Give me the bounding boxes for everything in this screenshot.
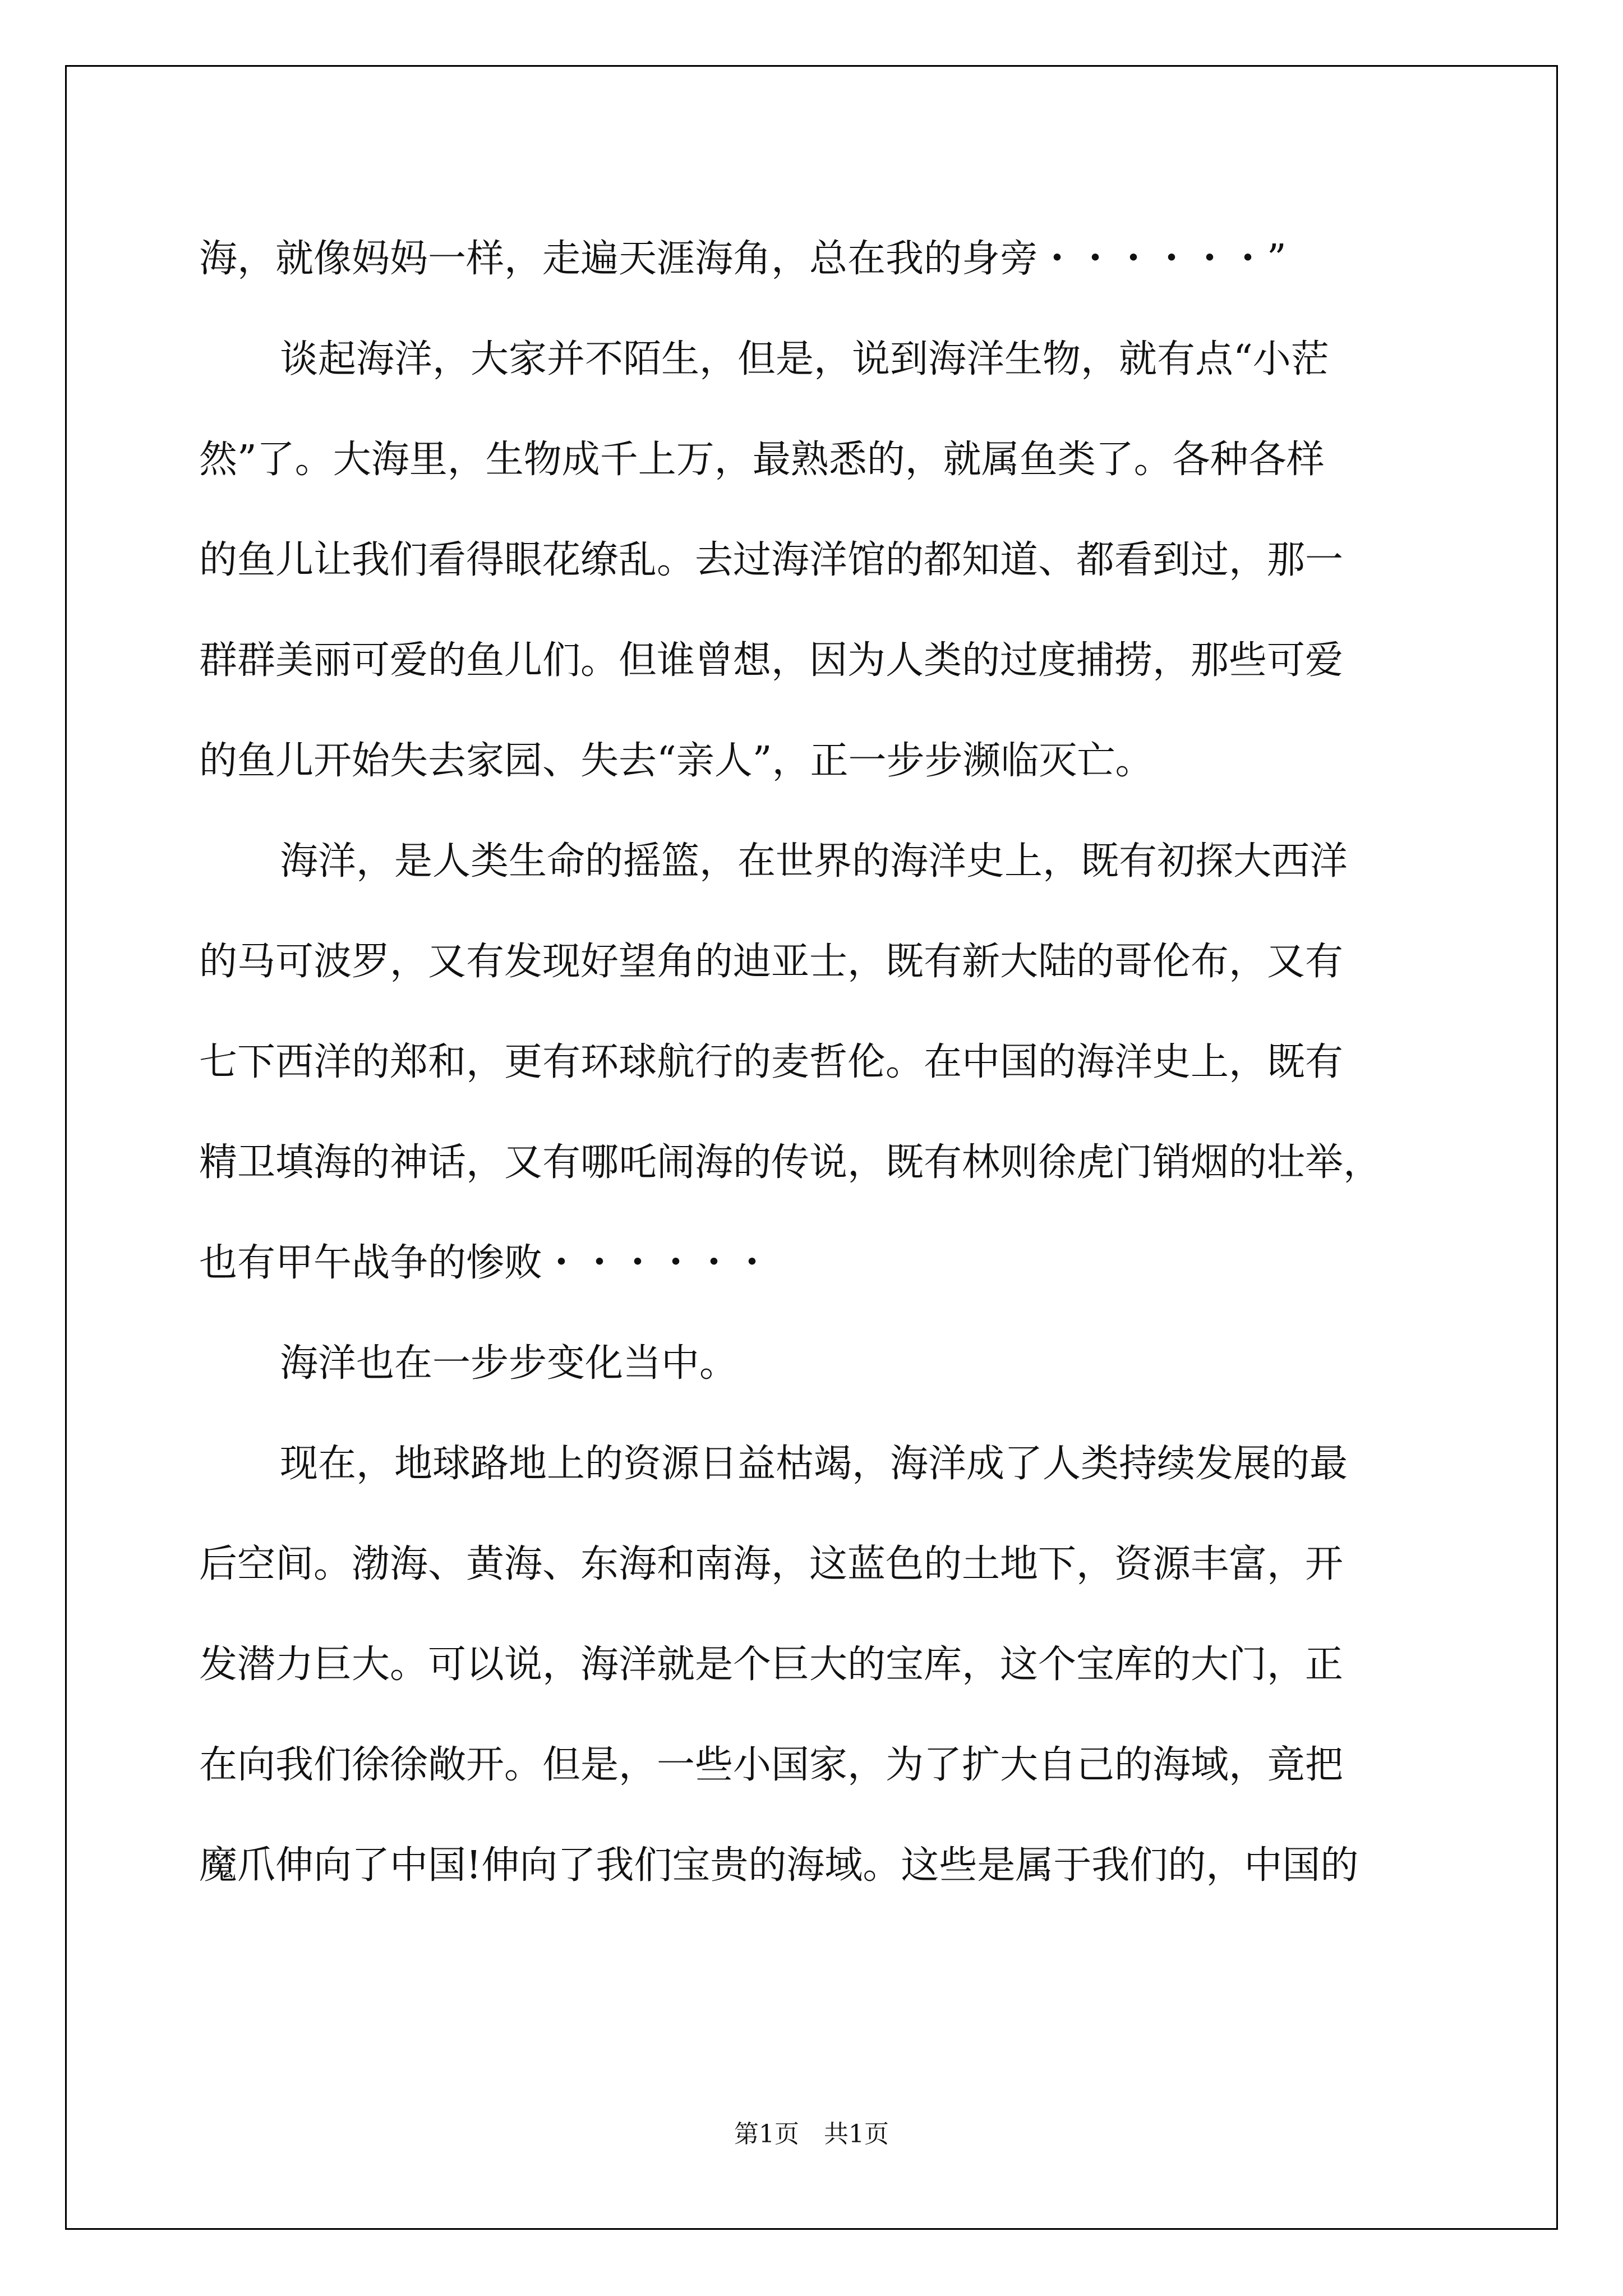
text-line-6: 的鱼儿开始失去家园、失去“亲人”，正一步步濒临灭亡。 bbox=[199, 739, 1154, 783]
text-line-16: 在向我们徐徐敞开。但是，一些小国家，为了扩大自己的海域，竟把 bbox=[199, 1743, 1344, 1787]
text-line-9: 七下西洋的郑和，更有环球航行的麦哲伦。在中国的海洋史上，既有 bbox=[199, 1040, 1344, 1084]
text-line-17: 魔爪伸向了中国!伸向了我们宝贵的海域。这些是属于我们的，中国的 bbox=[199, 1843, 1359, 1888]
page-number-footer: 第1页 共1页 bbox=[734, 2120, 889, 2148]
text-line-3: 然”了。大海里，生物成千上万，最熟悉的，就属鱼类了。各种各样 bbox=[199, 438, 1325, 482]
text-line-5: 群群美丽可爱的鱼儿们。但谁曾想，因为人类的过度捕捞，那些可爱 bbox=[199, 638, 1344, 683]
document-body bbox=[199, 209, 1433, 1916]
text-line-8: 的马可波罗，又有发现好望角的迪亚士，既有新大陆的哥伦布，又有 bbox=[199, 940, 1344, 984]
text-line-12: 海洋也在一步步变化当中。 bbox=[280, 1341, 738, 1386]
text-line-15: 发潜力巨大。可以说，海洋就是个巨大的宝库，这个宝库的大门，正 bbox=[199, 1642, 1344, 1687]
text-line-10: 精卫填海的神话，又有哪吒闹海的传说，既有林则徐虎门销烟的壮举， bbox=[199, 1140, 1382, 1185]
text-line-13: 现在，地球路地上的资源日益枯竭，海洋成了人类持续发展的最 bbox=[280, 1442, 1348, 1486]
text-line-14: 后空间。渤海、黄海、东海和南海，这蓝色的土地下，资源丰富，开 bbox=[199, 1542, 1344, 1586]
text-line-7: 海洋，是人类生命的摇篮，在世界的海洋史上，既有初探大西洋 bbox=[280, 839, 1348, 884]
text-line-2: 谈起海洋，大家并不陌生，但是，说到海洋生物，就有点“小茫 bbox=[280, 337, 1329, 381]
text-line-11: 也有甲午战争的惨败・・・・・・ bbox=[199, 1241, 772, 1285]
text-line-4: 的鱼儿让我们看得眼花缭乱。去过海洋馆的都知道、都看到过，那一 bbox=[199, 538, 1344, 582]
text-line-1: 海，就像妈妈一样，走遍天涯海角，总在我的身旁・・・・・・” bbox=[199, 237, 1287, 281]
